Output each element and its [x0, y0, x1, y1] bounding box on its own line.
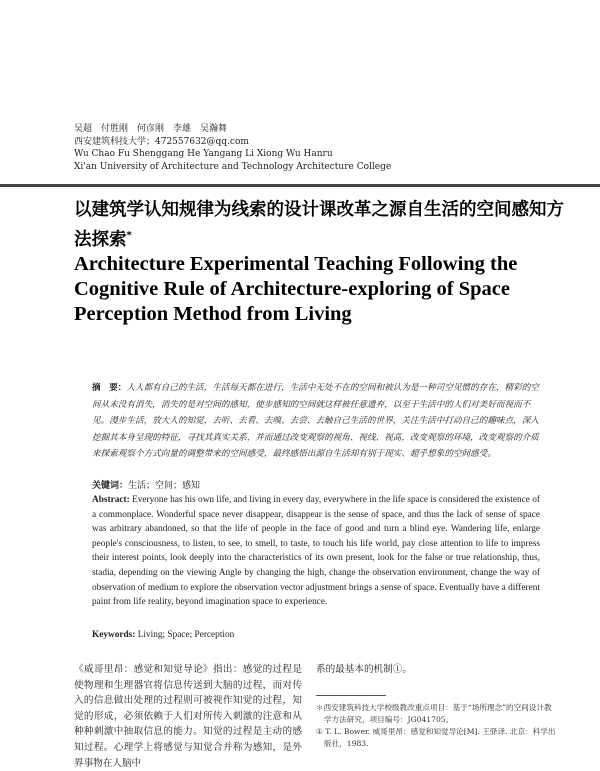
abstract-cn-text: 人人都有自己的生活，生活每天都在进行，生活中无处不在的空间和被认为是一种司空见惯的存在，精彩的空间从未没有消失，消失的是对空间的感知，使步感知的空间就这样被任意遗弃，以至于生活中的人们对美好而视而不见。漫步生活，放大人的知觉，去听、去看、去嗅、去尝、去触自己生活的世界，关注生活中打动自己的趣味点，深入挖掘其本身呈现的特征，寻找其真实关系，并而通过改变观察的视角、视线、视高，改变观察的环境，改变观察的介质来探索观察个方式向量的调整带来的空间感受，最终感悟出源自生活却有别于现实、超乎想象的空间感受。	[92, 383, 539, 459]
keywords-cn	[92, 478, 200, 491]
title-cn-text: 以建筑学认知规律为线索的设计课改革之源自生活的空间感知方法探索	[74, 200, 564, 250]
keywords-en	[92, 630, 234, 640]
header-rule	[0, 184, 600, 187]
author-block	[74, 123, 391, 173]
abstract-en	[92, 493, 540, 610]
abstract-en-text: Everyone has his own life, and living in every day, everywhere in the life space is considered the existence of a commonplace. Wonderful space never disappear, disappear is the sense of space, and thus the lack of sense of space was arbitrary abandoned, so that the life of people in the face of good and turn a blind eye. Wandering life, enlarge people's consciousness, to listen, to see, to smell, to taste, to touch his life world, pay close attention to life to impress their interest points, look deeply into the characteristics of its own present, look for the false or true relationship, thus, stadia, depending on the viewing Angle by changing the high, change the observation environment, change the way of observation of medium to explore the observation vector adjustment brings a sense of space. Eventually have a different paint from life reality, beyond imagination space to experience.	[92, 495, 540, 608]
footnote-ref: ① T. L. Bower. 威哥里昂：感觉和知觉导论[M]. 王驿译. 北京：科学出版社，1983.	[316, 727, 556, 748]
keywords-cn-text: 生活；空间；感知	[128, 481, 201, 491]
body-column-left: 《威哥里昂：感觉和知觉导论》指出：感觉的过程是使物理和生理器官将信息传送到大脑的过程，而对传入的信息做出处理的过程则可被视作知觉的过程，知觉的形成，必须依赖于人们对所传入刺激的注意和从种种刺激中抽取信息的能力。知觉的过程是主动的感知过程。心理学上将感觉与知觉合并称为感知，是外界事物在人脑中	[74, 664, 302, 769]
author-affiliation-cn: 西安建筑科技大学；472557632@qq.com	[74, 136, 249, 147]
keywords-cn-label: 关键词：	[92, 481, 129, 491]
footnotes	[316, 702, 556, 750]
title-footnote-mark: *	[126, 230, 132, 241]
abstract-en-label: Abstract:	[92, 495, 130, 505]
footnote-rule	[316, 695, 386, 696]
abstract-cn-label: 摘 要：	[92, 383, 127, 393]
footnote-fund: ＊西安建筑科技大学校级教改重点项目：基于“场所理念”的空间设计教学方法研究，项目编号：JG041705。	[316, 703, 552, 724]
keywords-en-label: Keywords:	[92, 630, 136, 640]
keywords-en-text: Living; Space; Perception	[137, 630, 235, 640]
title-en: Architecture Experimental Teaching Following the Cognitive Rule of Architecture-exploring of Space Perception Method from Living	[74, 253, 518, 325]
author-names-cn: 吴超 付胜刚 何彦刚 李雄 吴瀚舞	[74, 124, 228, 134]
title-cn	[74, 197, 574, 253]
author-names-en: Wu Chao Fu Shenggang He Yangang Li Xiong Wu Hanru	[74, 149, 333, 159]
abstract-cn	[92, 380, 540, 463]
body-column-right: 系的最基本的机制①。	[316, 664, 412, 675]
author-affiliation-en: Xi'an University of Architecture and Technology Architecture College	[74, 161, 392, 172]
